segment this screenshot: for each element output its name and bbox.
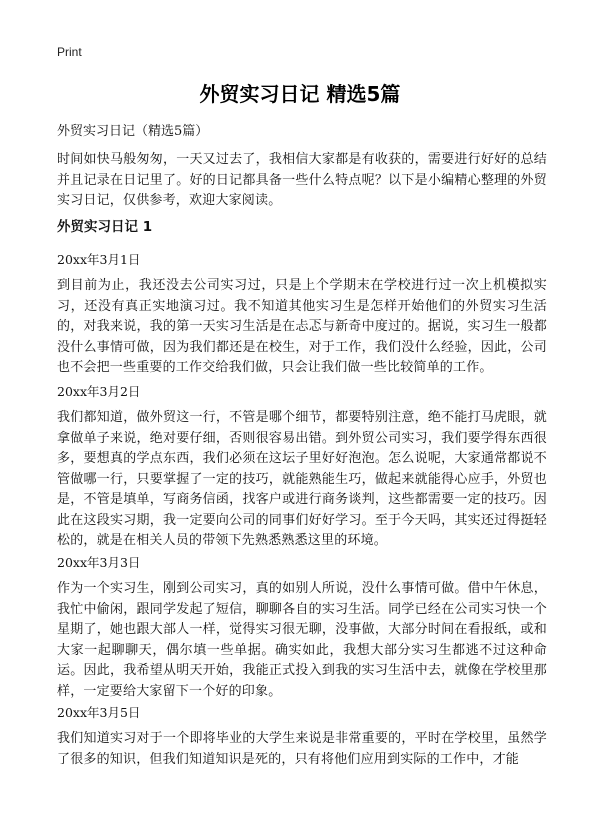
subtitle: 外贸实习日记（精选5篇） bbox=[57, 124, 209, 139]
entry-text: 我们知道实习对于一个即将毕业的大学生来说是非常重要的，平时在学校里，虽然学了很多的知识，但我们知道知识是死的，只有将他们应用到实际的工作中，才能 bbox=[57, 731, 547, 767]
page-title: 外贸实习日记 精选5篇 bbox=[199, 82, 401, 106]
entry-text: 我们都知道，做外贸这一行，不管是哪个细节，都要特别注意，绝不能打马虎眼，就拿做单子来说，绝对要仔细，否则很容易出错。到外贸公司实习，我们要学得东西很多，要想真的学点东西，我们必须在这坛子里好好泡泡。怎么说呢，大家通常都说不管做哪一行，只要掌握了一定的技巧，就能熟能生巧，做起来就能得心应手，外贸也是，不管是填单，写商务信函，找客户或进行商务谈判，这些都需要一定的技巧。因此在这段实习期，我一定要向公司的同事们好好学习。至于今天吗，其实还过得挺轻松的，就是在相关人员的带领下先熟悉熟悉这里的环境。 bbox=[57, 410, 547, 548]
entry-text: 到目前为止，我还没去公司实习过，只是上个学期末在学校进行过一次上机模拟实习，还没有真正实地演习过。我不知道其他实习生是怎样开始他们的外贸实习生活的，对我来说，我的第一天实习生活是在忐忑与新奇中度过的。据说，实习生一般都没什么事情可做，因为我们都还是在校生，对于工作，我们没什么经验，因此，公司也不会把一些重要的工作交给我们做，只会让我们做一些比较简单的工作。 bbox=[57, 278, 547, 375]
entry-text: 作为一个实习生，刚到公司实习，真的如别人所说，没什么事情可做。借中午休息，我忙中偷闲，跟同学发起了短信，聊聊各自的实习生活。同学已经在公司实习快一个星期了，她也跟大部人一样，觉得实习很无聊，没事做，大部分时间在看报纸，或和大家一起聊聊天，偶尔填一些单据。确实如此，我想大部分实习生都逃不过这种命运。因此，我希望从明天开始，我能正式投入到我的实习生活中去，就像在学校里那样，一定要给大家留下一个好的印象。 bbox=[57, 581, 547, 699]
entry-date: 20xx年3月2日 bbox=[57, 384, 141, 399]
section-heading: 外贸实习日记 1 bbox=[57, 219, 153, 235]
print-link[interactable]: Print bbox=[57, 45, 82, 59]
entry-date: 20xx年3月1日 bbox=[57, 252, 141, 267]
intro-paragraph: 时间如快马般匆匆，一天又过去了，我相信大家都是有收获的，需要进行好好的总结并且记录在日记里了。好的日记都具备一些什么特点呢？以下是小编精心整理的外贸实习日记，仅供参考，欢迎大家阅读。 bbox=[57, 152, 547, 208]
entry-date: 20xx年3月5日 bbox=[57, 705, 141, 720]
entry-date: 20xx年3月3日 bbox=[57, 555, 141, 570]
